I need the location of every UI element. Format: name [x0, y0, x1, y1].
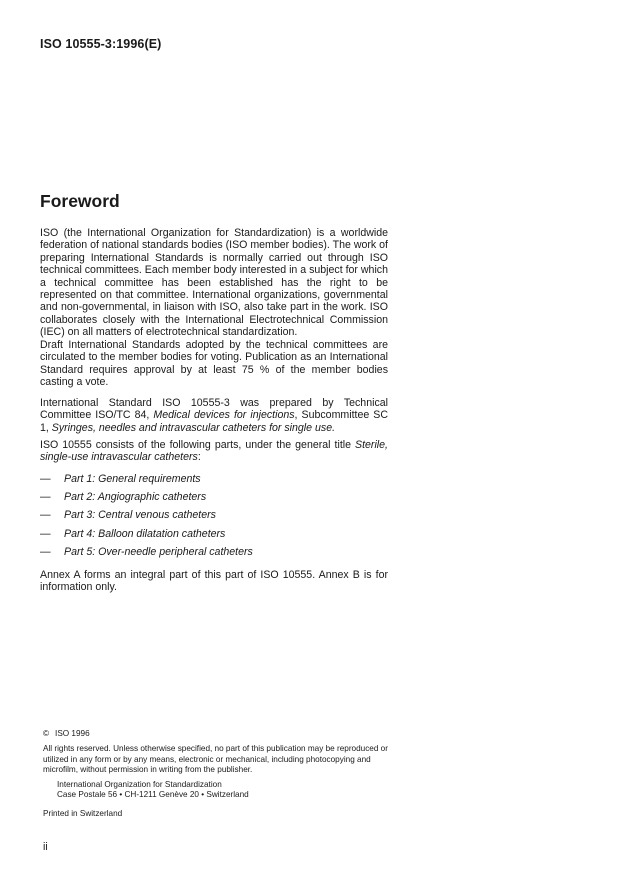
paragraph-annexes: Annex A forms an integral part of this part of ISO 10555. Annex B is for information only. — [40, 569, 388, 594]
list-item — [40, 473, 388, 491]
parts-list — [40, 473, 388, 564]
list-dash: — — [40, 545, 51, 558]
parts-intro-colon: : — [197, 451, 201, 464]
document-id: ISO 10555-3:1996(E) — [40, 37, 162, 51]
page-number: ii — [43, 841, 48, 853]
paragraph-preparation — [40, 397, 388, 434]
paragraph-draft-standards: Draft International Standards adopted by the technical committees are circulated to the member bodies for voting. Publication as an International Standard requires approval by at least 75 % of the member bodies casting a vote. — [40, 339, 388, 389]
paragraph-iso-intro: ISO (the International Organization for Standardization) is a worldwide federation of national standards bodies (ISO member bodies). The work of preparing International Standards is normally carried out through ISO technical committees. Each member body interested in a subject for which a technical committee has been established has the right to be represented on that committee. International organizations, governmental and non-governmental, in liaison with ISO, also take part in the work. ISO collaborates closely with the International Electrotechnical Commission (IEC) on all matters of electrotechnical standardization. — [40, 227, 388, 339]
list-dash: — — [40, 509, 51, 522]
list-dash: — — [40, 473, 51, 485]
part-label: Part 1: General requirements — [64, 473, 201, 485]
subcommittee-title: Syringes, needles and intravascular catheters for single use. — [51, 421, 336, 434]
copyright-year: ISO 1996 — [55, 729, 90, 738]
printed-in: Printed in Switzerland — [43, 808, 123, 818]
paragraph-parts-intro — [40, 439, 388, 464]
part-label: Part 3: Central venous catheters — [64, 509, 216, 522]
rights-notice: All rights reserved. Unless otherwise specified, no part of this publication may be reproduced or utilized in any form or by any means, electronic or mechanical, including photocopying and microfilm, without permission in writing from the publisher. — [43, 744, 388, 774]
section-heading: Foreword — [40, 191, 120, 211]
publisher-name: International Organization for Standardization — [57, 780, 222, 790]
list-item — [40, 491, 388, 509]
part-label: Part 5: Over-needle peripheral catheters — [64, 545, 253, 558]
parts-intro-text: ISO 10555 consists of the following parts, under the general title — [40, 439, 356, 451]
list-item — [40, 509, 388, 527]
publisher-address — [43, 780, 391, 801]
preparation-text-2: , Subcommittee SC 1, — [40, 409, 389, 434]
list-dash: — — [40, 491, 51, 504]
list-item — [40, 528, 388, 546]
general-title: Sterile, single-use intravascular catheters — [40, 439, 388, 464]
part-label: Part 4: Balloon dilatation catheters — [64, 527, 226, 540]
part-label: Part 2: Angiographic catheters — [64, 491, 207, 504]
list-dash: — — [40, 527, 51, 540]
copyright-line — [43, 729, 391, 739]
copyright-block — [43, 729, 391, 819]
copyright-icon: © — [43, 729, 50, 738]
publisher-location: Case Postale 56 • CH-1211 Genève 20 • Switzerland — [57, 790, 249, 800]
committee-title: Medical devices for injections — [153, 409, 295, 422]
preparation-text: International Standard ISO 10555-3 was prepared by Technical Committee ISO/TC 84, — [40, 397, 388, 422]
list-item — [40, 546, 388, 564]
